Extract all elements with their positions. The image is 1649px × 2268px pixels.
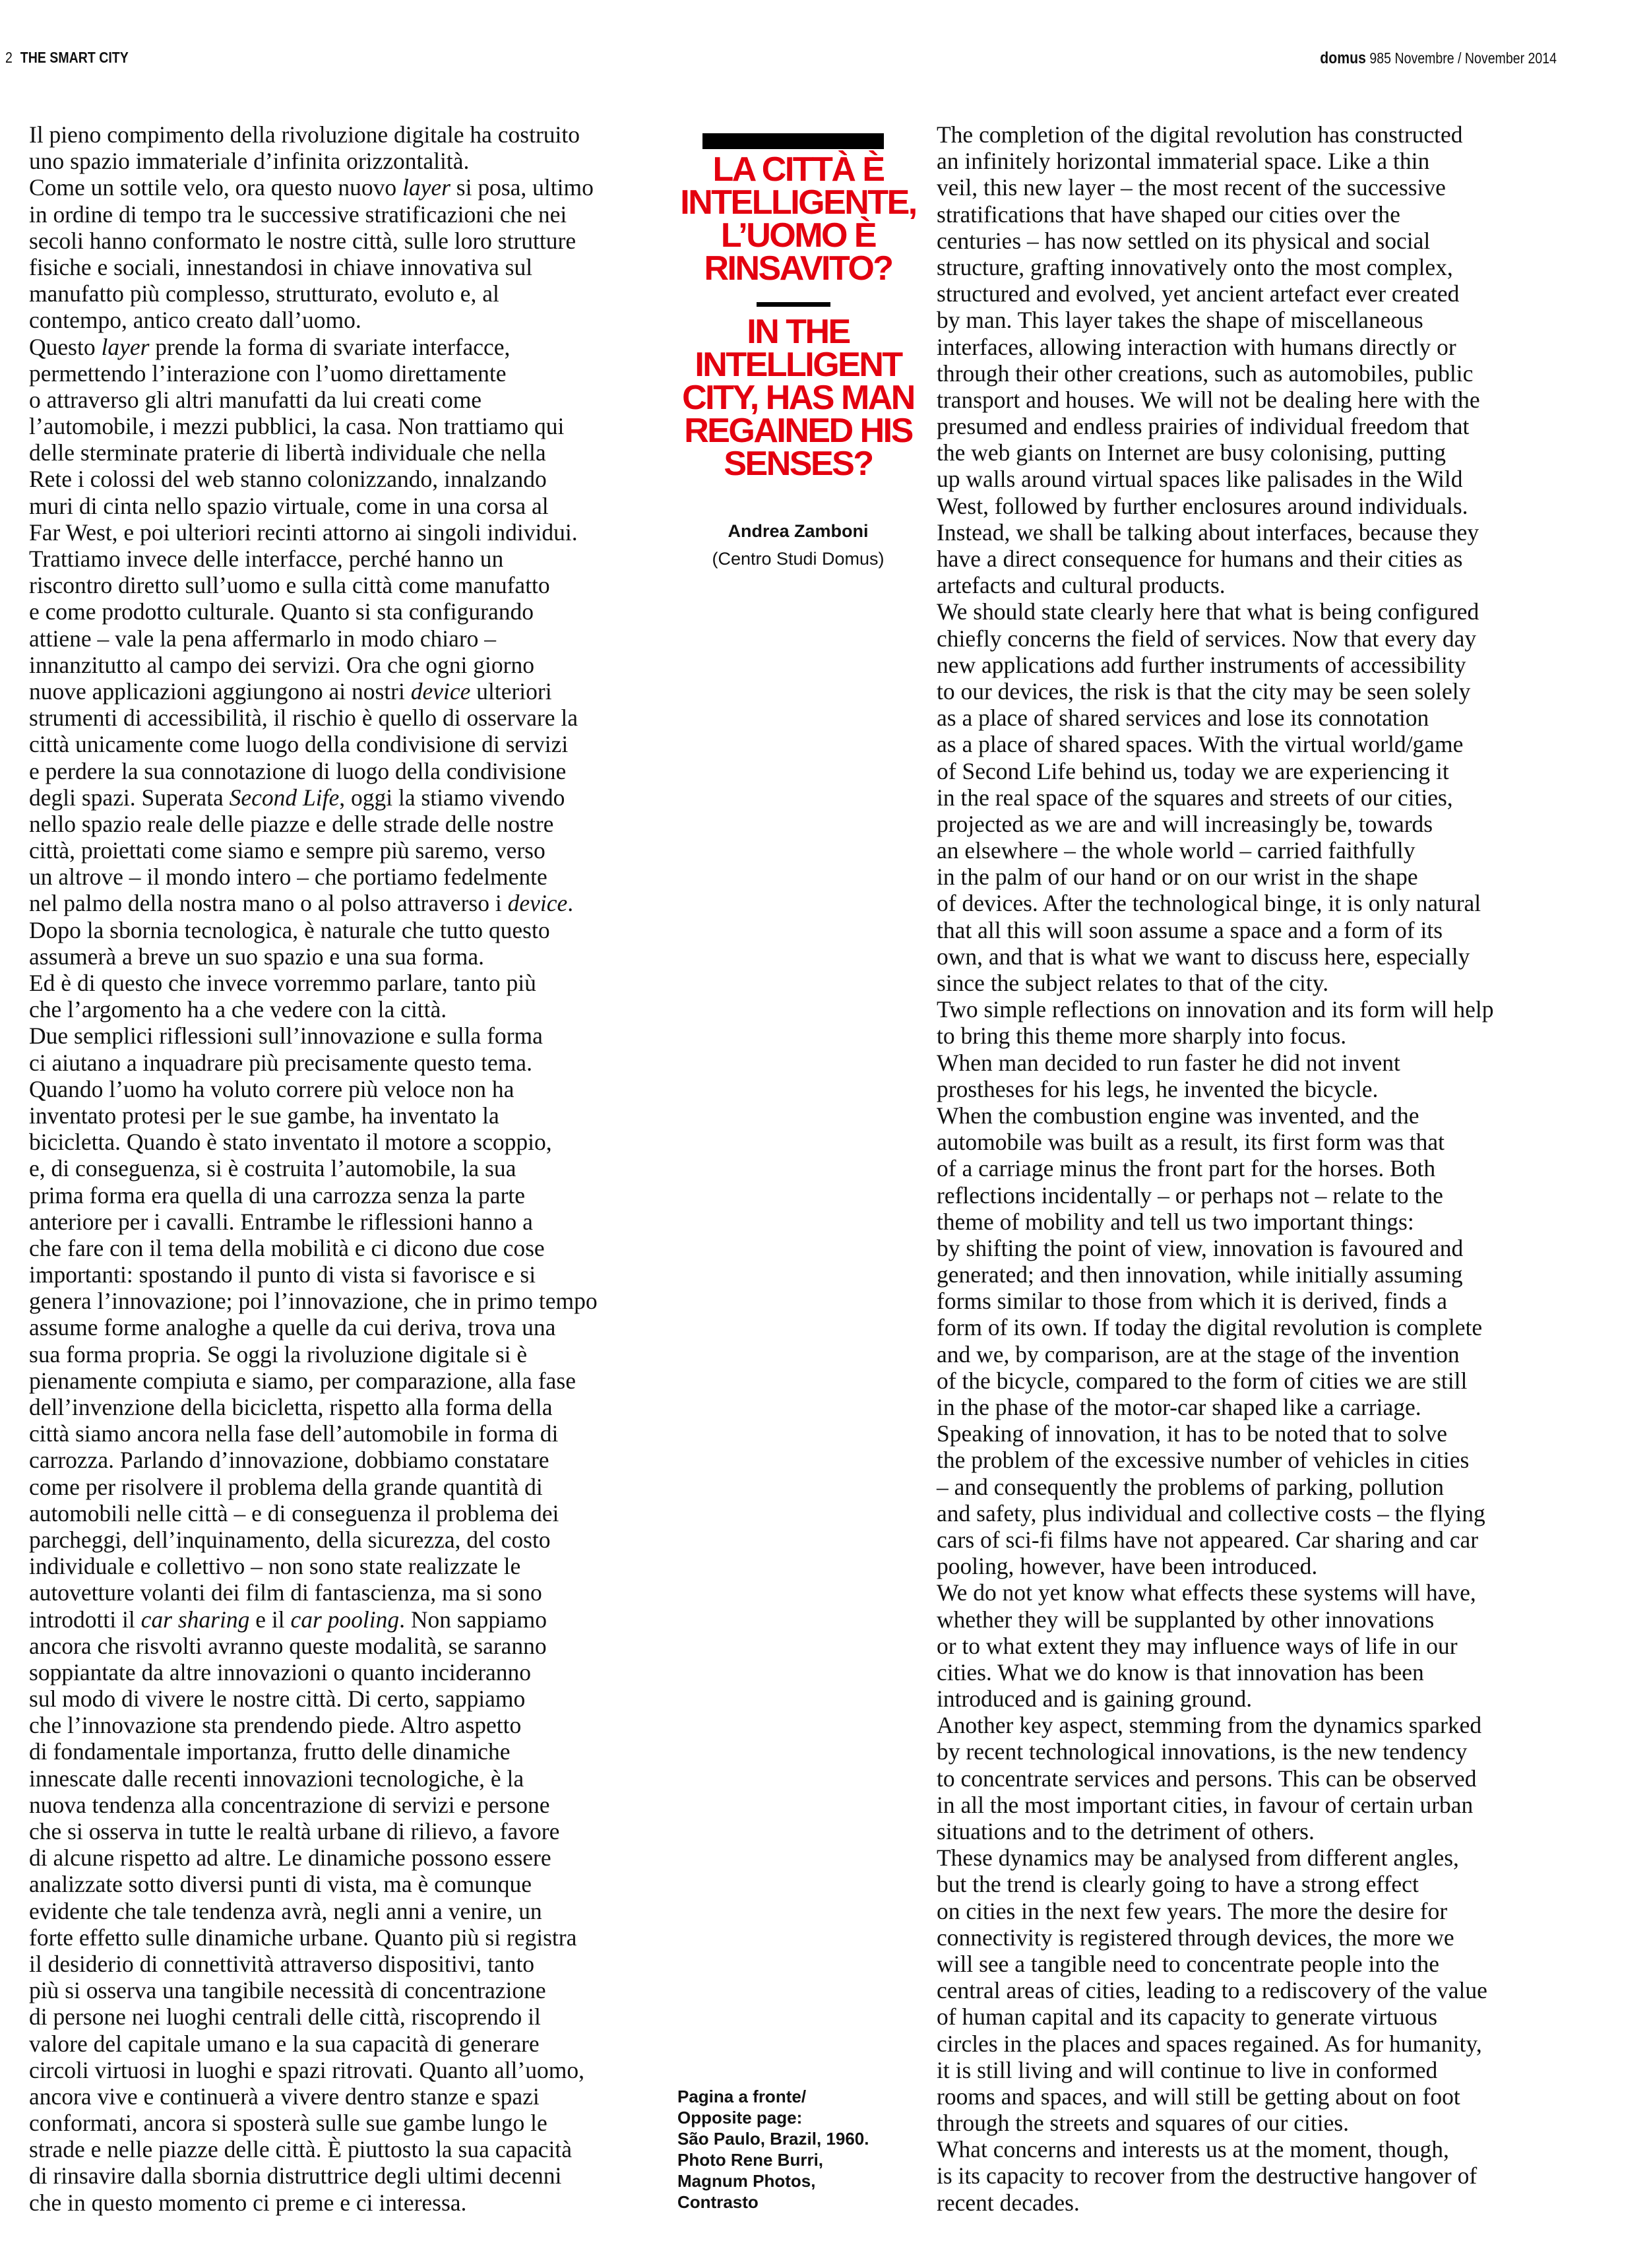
body-line: transport and houses. We will not be dealing here with the bbox=[937, 386, 1480, 413]
body-line: in all the most important cities, in favour of certain urban bbox=[937, 1791, 1474, 1818]
body-line: ci aiutano a inquadrare più precisamente questo tema. bbox=[29, 1049, 532, 1076]
body-line: – and consequently the problems of parking, pollution bbox=[937, 1473, 1445, 1500]
body-line: secoli hanno conformato le nostre città, sulle loro strutture bbox=[29, 227, 576, 254]
body-line: nuova tendenza alla concentrazione di servizi e persone bbox=[29, 1791, 550, 1818]
body-line: projected as we are and will increasingly be, towards bbox=[937, 810, 1433, 837]
body-line bbox=[29, 1606, 652, 1633]
body-line: strade e nelle piazze delle città. È piuttosto la sua capacità bbox=[29, 2136, 573, 2163]
caption-line: Magnum Photos, bbox=[677, 2171, 816, 2191]
body-line: an elsewhere – the whole world – carried faithfully bbox=[937, 837, 1416, 864]
body-line: have a direct consequence for humans and their cities as bbox=[937, 546, 1463, 572]
body-line: in the phase of the motor-car shaped like a carriage. bbox=[937, 1394, 1421, 1420]
body-line: e come prodotto culturale. Quanto si sta configurando bbox=[29, 598, 534, 625]
body-line: of the bicycle, compared to the form of cities we are still bbox=[937, 1367, 1468, 1394]
body-line: più si osserva una tangibile necessità di concentrazione bbox=[29, 1977, 546, 2004]
body-line: inventato protesi per le sue gambe, ha inventato la bbox=[29, 1102, 499, 1129]
text-run: Questo bbox=[29, 333, 102, 360]
body-line: Quando l’uomo ha voluto correre più veloce non ha bbox=[29, 1075, 514, 1102]
body-line: the problem of the excessive number of vehicles in cities bbox=[937, 1447, 1470, 1474]
body-line: che si osserva in tutte le realtà urbane di rilievo, a favore bbox=[29, 1818, 560, 1844]
body-line: evidente che tale tendenza avrà, negli anni a venire, un bbox=[29, 1897, 542, 1924]
body-line: muri di cinta nello spazio virtuale, come in una corsa al bbox=[29, 492, 549, 519]
body-line: by man. This layer takes the shape of miscellaneous bbox=[937, 307, 1423, 334]
body-line: che in questo momento ci preme e ci interessa. bbox=[29, 2189, 467, 2216]
title-line: INTELLIGENT bbox=[695, 346, 902, 384]
body-line: strumenti di accessibilità, il rischio è quello di osservare la bbox=[29, 705, 578, 732]
body-line: chiefly concerns the field of services. Now that every day bbox=[937, 625, 1477, 652]
issue-info: 985 Novembre / November 2014 bbox=[1369, 49, 1557, 67]
body-line: stratifications that have shaped our cities over the bbox=[937, 201, 1400, 228]
body-line: città, proiettati come siamo e sempre più saremo, verso bbox=[29, 837, 545, 864]
italic-term: Second Life bbox=[229, 784, 340, 811]
body-line: parcheggi, dell’inquinamento, della sicurezza, del costo bbox=[29, 1526, 551, 1553]
body-line: importanti: spostando il punto di vista si favorisce e si bbox=[29, 1261, 536, 1288]
body-line: theme of mobility and tell us two important things: bbox=[937, 1208, 1414, 1235]
body-line: che l’innovazione sta prendendo piede. Altro aspetto bbox=[29, 1712, 522, 1739]
body-line: central areas of cities, leading to a rediscovery of the value bbox=[937, 1977, 1487, 2004]
body-text-italian bbox=[29, 121, 652, 2216]
italic-term: device bbox=[507, 890, 568, 917]
body-line: by shifting the point of view, innovation is favoured and bbox=[937, 1234, 1464, 1261]
body-line: nello spazio reale delle piazze e delle strade delle nostre bbox=[29, 810, 554, 837]
text-run: Come un sottile velo, ora questo nuovo bbox=[29, 174, 402, 201]
body-line: di rinsavire dalla sbornia distruttrice degli ultimi decenni bbox=[29, 2162, 562, 2189]
title-line: IN THE bbox=[747, 313, 850, 351]
body-line: assumerà a breve un suo spazio e una sua forma. bbox=[29, 943, 485, 970]
body-line: innanzitutto al campo dei servizi. Ora che ogni giorno bbox=[29, 651, 534, 678]
body-line: sua forma propria. Se oggi la rivoluzione digitale si è bbox=[29, 1340, 528, 1368]
body-line: West, followed by further enclosures around individuals. bbox=[937, 492, 1468, 519]
body-line: cities. What we do know is that innovation has been bbox=[937, 1658, 1424, 1685]
body-line: soppiantate da altre innovazioni o quanto incideranno bbox=[29, 1658, 532, 1685]
body-line: di alcune rispetto ad altre. Le dinamiche possono essere bbox=[29, 1844, 551, 1872]
body-line: through their other creations, such as automobiles, public bbox=[937, 360, 1474, 387]
title-line: INTELLIGENTE, bbox=[680, 183, 916, 222]
body-line: own, and that is what we want to discuss here, especially bbox=[937, 943, 1470, 970]
body-line: città unicamente come luogo della condivisione di servizi bbox=[29, 731, 569, 758]
body-line: come per risolvere il problema della grande quantità di bbox=[29, 1473, 543, 1500]
body-line: cars of sci-fi films have not appeared. Car sharing and car bbox=[937, 1526, 1479, 1553]
title-rule-top bbox=[702, 133, 884, 149]
body-line: to concentrate services and persons. This can be observed bbox=[937, 1765, 1477, 1792]
body-line: is its capacity to recover from the destructive hangover of bbox=[937, 2162, 1478, 2189]
body-line: assume forme analoghe a quelle da cui deriva, trova una bbox=[29, 1314, 556, 1341]
magazine-brand: domus bbox=[1320, 49, 1366, 67]
body-line: prima forma era quella di una carrozza senza la parte bbox=[29, 1181, 525, 1209]
body-line bbox=[29, 784, 652, 811]
author-name: Andrea Zamboni bbox=[728, 521, 869, 541]
body-line: whether they will be supplanted by other innovations bbox=[937, 1606, 1435, 1633]
text-run: . Non sappiamo bbox=[399, 1606, 547, 1633]
body-line: in ordine di tempo tra le successive stratificazioni che nei bbox=[29, 201, 567, 228]
body-line: on cities in the next few years. The more the desire for bbox=[937, 1897, 1448, 1924]
body-line: structured and evolved, yet ancient artefact ever created bbox=[937, 280, 1460, 307]
body-line: ancora vive e continuerà a vivere dentro stanze e spazi bbox=[29, 2083, 540, 2110]
body-line: to bring this theme more sharply into focus. bbox=[937, 1023, 1347, 1050]
body-line: What concerns and interests us at the moment, though, bbox=[937, 2136, 1449, 2163]
body-line: prostheses for his legs, he invented the bicycle. bbox=[937, 1075, 1379, 1102]
body-line: generated; and then innovation, while initially assuming bbox=[937, 1261, 1463, 1288]
body-line: o attraverso gli altri manufatti da lui creati come bbox=[29, 386, 482, 413]
body-line: bicicletta. Quando è stato inventato il motore a scoppio, bbox=[29, 1129, 552, 1156]
body-line: innescate dalle recenti innovazioni tecnologiche, è la bbox=[29, 1765, 524, 1792]
body-line: The completion of the digital revolution has constructed bbox=[937, 121, 1463, 148]
body-line: and safety, plus individual and collective costs – the flying bbox=[937, 1499, 1485, 1527]
body-line: sul modo di vivere le nostre città. Di certo, sappiamo bbox=[29, 1685, 526, 1713]
title-rule-divider bbox=[757, 302, 830, 307]
body-line: interfaces, allowing interaction with humans directly or bbox=[937, 333, 1456, 360]
body-line: up walls around virtual spaces like palisades in the Wild bbox=[937, 466, 1463, 493]
body-line: riscontro diretto sull’uomo e sulla città come manufatto bbox=[29, 572, 550, 599]
text-run: introdotti il bbox=[29, 1606, 141, 1633]
body-line: presumed and endless prairies of individual freedom that bbox=[937, 413, 1470, 440]
body-line: ancora che risvolti avranno queste modalità, se saranno bbox=[29, 1632, 547, 1659]
body-line: e perdere la sua connotazione di luogo della condivisione bbox=[29, 757, 567, 784]
body-line: new applications add further instruments of accessibility bbox=[937, 651, 1466, 678]
body-line: delle sterminate praterie di libertà individuale che nella bbox=[29, 439, 546, 466]
body-line: of human capital and its capacity to generate virtuous bbox=[937, 2003, 1438, 2031]
body-line: Speaking of innovation, it has to be noted that to solve bbox=[937, 1420, 1447, 1447]
body-line: Far West, e poi ulteriori recinti attorno ai singoli individui. bbox=[29, 519, 578, 546]
body-line: that all this will soon assume a space and a form of its bbox=[937, 916, 1443, 943]
caption-line: Contrasto bbox=[677, 2192, 759, 2212]
text-run: e il bbox=[249, 1606, 291, 1633]
body-line: structure, grafting innovatively onto the most complex, bbox=[937, 253, 1453, 280]
body-line: introduced and is gaining ground. bbox=[937, 1685, 1253, 1713]
body-line: Ed è di questo che invece vorremmo parlare, tanto più bbox=[29, 970, 536, 996]
body-line: veil, this new layer – the most recent of the successive bbox=[937, 174, 1446, 201]
italic-term: car pooling bbox=[290, 1606, 400, 1633]
caption-line: Photo Rene Burri, bbox=[677, 2150, 824, 2170]
text-run: , oggi la stiamo vivendo bbox=[339, 784, 565, 811]
body-line: in the palm of our hand or on our wrist in the shape bbox=[937, 864, 1418, 891]
body-line: of devices. After the technological binge, it is only natural bbox=[937, 890, 1481, 917]
caption-line: Opposite page: bbox=[677, 2108, 803, 2127]
title-line: SENSES? bbox=[724, 445, 873, 483]
body-line: of a carriage minus the front part for the horses. Both bbox=[937, 1155, 1436, 1182]
italic-term: car sharing bbox=[140, 1606, 250, 1633]
title-italian bbox=[666, 150, 930, 288]
body-line: Trattiamo invece delle interfacce, perché hanno un bbox=[29, 546, 504, 572]
title-line: L’UOMO È bbox=[720, 216, 876, 255]
title-english bbox=[666, 313, 930, 483]
body-line: since the subject relates to that of the city. bbox=[937, 970, 1329, 996]
author-affiliation: (Centro Studi Domus) bbox=[712, 549, 885, 569]
text-run: ulteriori bbox=[470, 677, 552, 705]
title-line: REGAINED HIS bbox=[684, 412, 912, 450]
body-line: forms similar to those from which it is derived, finds a bbox=[937, 1288, 1447, 1315]
body-line: connectivity is registered through devices, the more we bbox=[937, 1924, 1454, 1951]
body-line bbox=[29, 174, 652, 201]
body-line: situations and to the detriment of others. bbox=[937, 1818, 1315, 1844]
body-line: uno spazio immateriale d’infinita orizzontalità. bbox=[29, 148, 470, 175]
body-line: of Second Life behind us, today we are experiencing it bbox=[937, 757, 1449, 784]
caption-line: Pagina a fronte/ bbox=[677, 2087, 807, 2106]
text-run: . bbox=[567, 890, 574, 917]
body-line: permettendo l’interazione con l’uomo direttamente bbox=[29, 360, 507, 387]
body-line bbox=[29, 678, 652, 705]
body-line: Two simple reflections on innovation and its form will help bbox=[937, 996, 1494, 1023]
body-line: genera l’innovazione; poi l’innovazione, che in primo tempo bbox=[29, 1288, 598, 1315]
body-text-english bbox=[937, 121, 1560, 2216]
body-line: through the streets and squares of our cities. bbox=[937, 2110, 1350, 2137]
body-line: We do not yet know what effects these systems will have, bbox=[937, 1579, 1476, 1606]
caption-line: São Paulo, Brazil, 1960. bbox=[677, 2129, 869, 2149]
body-line: in the real space of the squares and streets of our cities, bbox=[937, 784, 1453, 811]
body-line: circles in the places and spaces regained. As for humanity, bbox=[937, 2030, 1482, 2057]
body-line: Instead, we shall be talking about interfaces, because they bbox=[937, 519, 1479, 546]
body-line: an infinitely horizontal immaterial space. Like a thin bbox=[937, 148, 1430, 175]
title-line: LA CITTÀ È bbox=[712, 150, 884, 189]
photo-caption bbox=[677, 2086, 869, 2213]
body-line: Due semplici riflessioni sull’innovazione e sulla forma bbox=[29, 1023, 543, 1050]
body-line: will see a tangible need to concentrate people into the bbox=[937, 1950, 1439, 1977]
body-line: di persone nei luoghi centrali delle città, riscoprendo il bbox=[29, 2003, 541, 2031]
body-line: automobili nelle città – e di conseguenza il problema dei bbox=[29, 1499, 559, 1527]
running-header-issue bbox=[1320, 49, 1557, 68]
section-name: THE SMART CITY bbox=[20, 49, 129, 66]
italic-term: layer bbox=[402, 174, 451, 201]
body-line bbox=[29, 890, 652, 916]
text-run: prende la forma di svariate interfacce, bbox=[149, 333, 511, 360]
body-line: circoli virtuosi in luoghi e spazi ritrovati. Quanto all’uomo, bbox=[29, 2056, 584, 2083]
body-line: di fondamentale importanza, frutto delle dinamiche bbox=[29, 1738, 511, 1765]
body-line: individuale e collettivo – non sono state realizzate le bbox=[29, 1553, 521, 1580]
body-line: anteriore per i cavalli. Entrambe le riflessioni hanno a bbox=[29, 1208, 533, 1235]
body-line: Another key aspect, stemming from the dynamics sparked bbox=[937, 1712, 1482, 1739]
page-number: 2 bbox=[5, 49, 13, 66]
body-line: pooling, however, have been introduced. bbox=[937, 1553, 1318, 1580]
text-run: si posa, ultimo bbox=[450, 174, 594, 201]
body-line: conformati, ancora si sposterà sulle sue gambe lungo le bbox=[29, 2110, 547, 2137]
body-line: fisiche e sociali, innestandosi in chiave innovativa sul bbox=[29, 253, 533, 280]
body-line: dell’invenzione della bicicletta, rispetto alla forma della bbox=[29, 1394, 553, 1420]
title-line: CITY, HAS MAN bbox=[682, 379, 914, 417]
body-line: and we, by comparison, are at the stage of the invention bbox=[937, 1340, 1460, 1368]
body-line: it is still living and will continue to live in conformed bbox=[937, 2056, 1438, 2083]
body-line: as a place of shared services and lose its connotation bbox=[937, 705, 1429, 732]
body-line: the web giants on Internet are busy colonising, putting bbox=[937, 439, 1446, 466]
text-run: degli spazi. Superata bbox=[29, 784, 230, 811]
body-line: but the trend is clearly going to have a strong effect bbox=[937, 1871, 1419, 1898]
body-line: form of its own. If today the digital revolution is complete bbox=[937, 1314, 1483, 1341]
body-line: carrozza. Parlando d’innovazione, dobbiamo constatare bbox=[29, 1447, 549, 1474]
body-line: valore del capitale umano e la sua capacità di generare bbox=[29, 2030, 540, 2057]
body-line: artefacts and cultural products. bbox=[937, 572, 1226, 599]
body-line: analizzate sotto diversi punti di vista, ma è comunque bbox=[29, 1871, 532, 1898]
body-line: e, di conseguenza, si è costruita l’automobile, la sua bbox=[29, 1155, 516, 1182]
body-line: recent decades. bbox=[937, 2189, 1080, 2216]
body-line: pienamente compiuta e siamo, per comparazione, alla fase bbox=[29, 1367, 576, 1394]
body-line: centuries – has now settled on its physical and social bbox=[937, 227, 1431, 254]
body-line: Il pieno compimento della rivoluzione digitale ha costruito bbox=[29, 121, 580, 148]
body-line: contempo, antico creato dall’uomo. bbox=[29, 307, 361, 334]
italic-term: layer bbox=[101, 333, 150, 360]
body-line: rooms and spaces, and will still be getting about on foot bbox=[937, 2083, 1460, 2110]
body-line: reflections incidentally – or perhaps not – relate to the bbox=[937, 1181, 1443, 1209]
body-line: autovetture volanti dei film di fantascienza, ma si sono bbox=[29, 1579, 542, 1606]
text-run: nuove applicazioni aggiungono ai nostri bbox=[29, 677, 411, 705]
body-line: by recent technological innovations, is the new tendency bbox=[937, 1738, 1468, 1765]
italic-term: device bbox=[410, 677, 471, 705]
body-line: automobile was built as a result, its first form was that bbox=[937, 1129, 1445, 1156]
body-line: We should state clearly here that what is being configured bbox=[937, 598, 1479, 625]
text-run: nel palmo della nostra mano o al polso attraverso i bbox=[29, 890, 508, 917]
body-line: attiene – vale la pena affermarlo in modo chiaro – bbox=[29, 625, 497, 652]
body-line: These dynamics may be analysed from different angles, bbox=[937, 1844, 1459, 1872]
body-line: che l’argomento ha a che vedere con la città. bbox=[29, 996, 447, 1023]
title-line: RINSAVITO? bbox=[704, 249, 892, 288]
running-header-section bbox=[5, 49, 129, 67]
body-line: forte effetto sulle dinamiche urbane. Quanto più si registra bbox=[29, 1924, 577, 1951]
body-line: or to what extent they may influence ways of life in our bbox=[937, 1632, 1458, 1659]
body-line: manufatto più complesso, strutturato, evoluto e, al bbox=[29, 280, 499, 307]
body-line: Dopo la sbornia tecnologica, è naturale che tutto questo bbox=[29, 916, 550, 943]
body-line: l’automobile, i mezzi pubblici, la casa. Non trattiamo qui bbox=[29, 413, 565, 440]
body-line: città siamo ancora nella fase dell’automobile in forma di bbox=[29, 1420, 559, 1447]
body-line: un altrove – il mondo intero – che portiamo fedelmente bbox=[29, 864, 547, 891]
body-line: When man decided to run faster he did not invent bbox=[937, 1049, 1400, 1076]
body-line: to our devices, the risk is that the city may be seen solely bbox=[937, 677, 1471, 705]
body-line bbox=[29, 334, 652, 360]
body-line: Rete i colossi del web stanno colonizzando, innalzando bbox=[29, 466, 547, 493]
body-line: il desiderio di connettività attraverso dispositivi, tanto bbox=[29, 1950, 535, 1977]
body-line: che fare con il tema della mobilità e ci dicono due cose bbox=[29, 1234, 545, 1261]
body-line: When the combustion engine was invented, and the bbox=[937, 1102, 1419, 1129]
body-line: as a place of shared spaces. With the virtual world/game bbox=[937, 731, 1464, 758]
